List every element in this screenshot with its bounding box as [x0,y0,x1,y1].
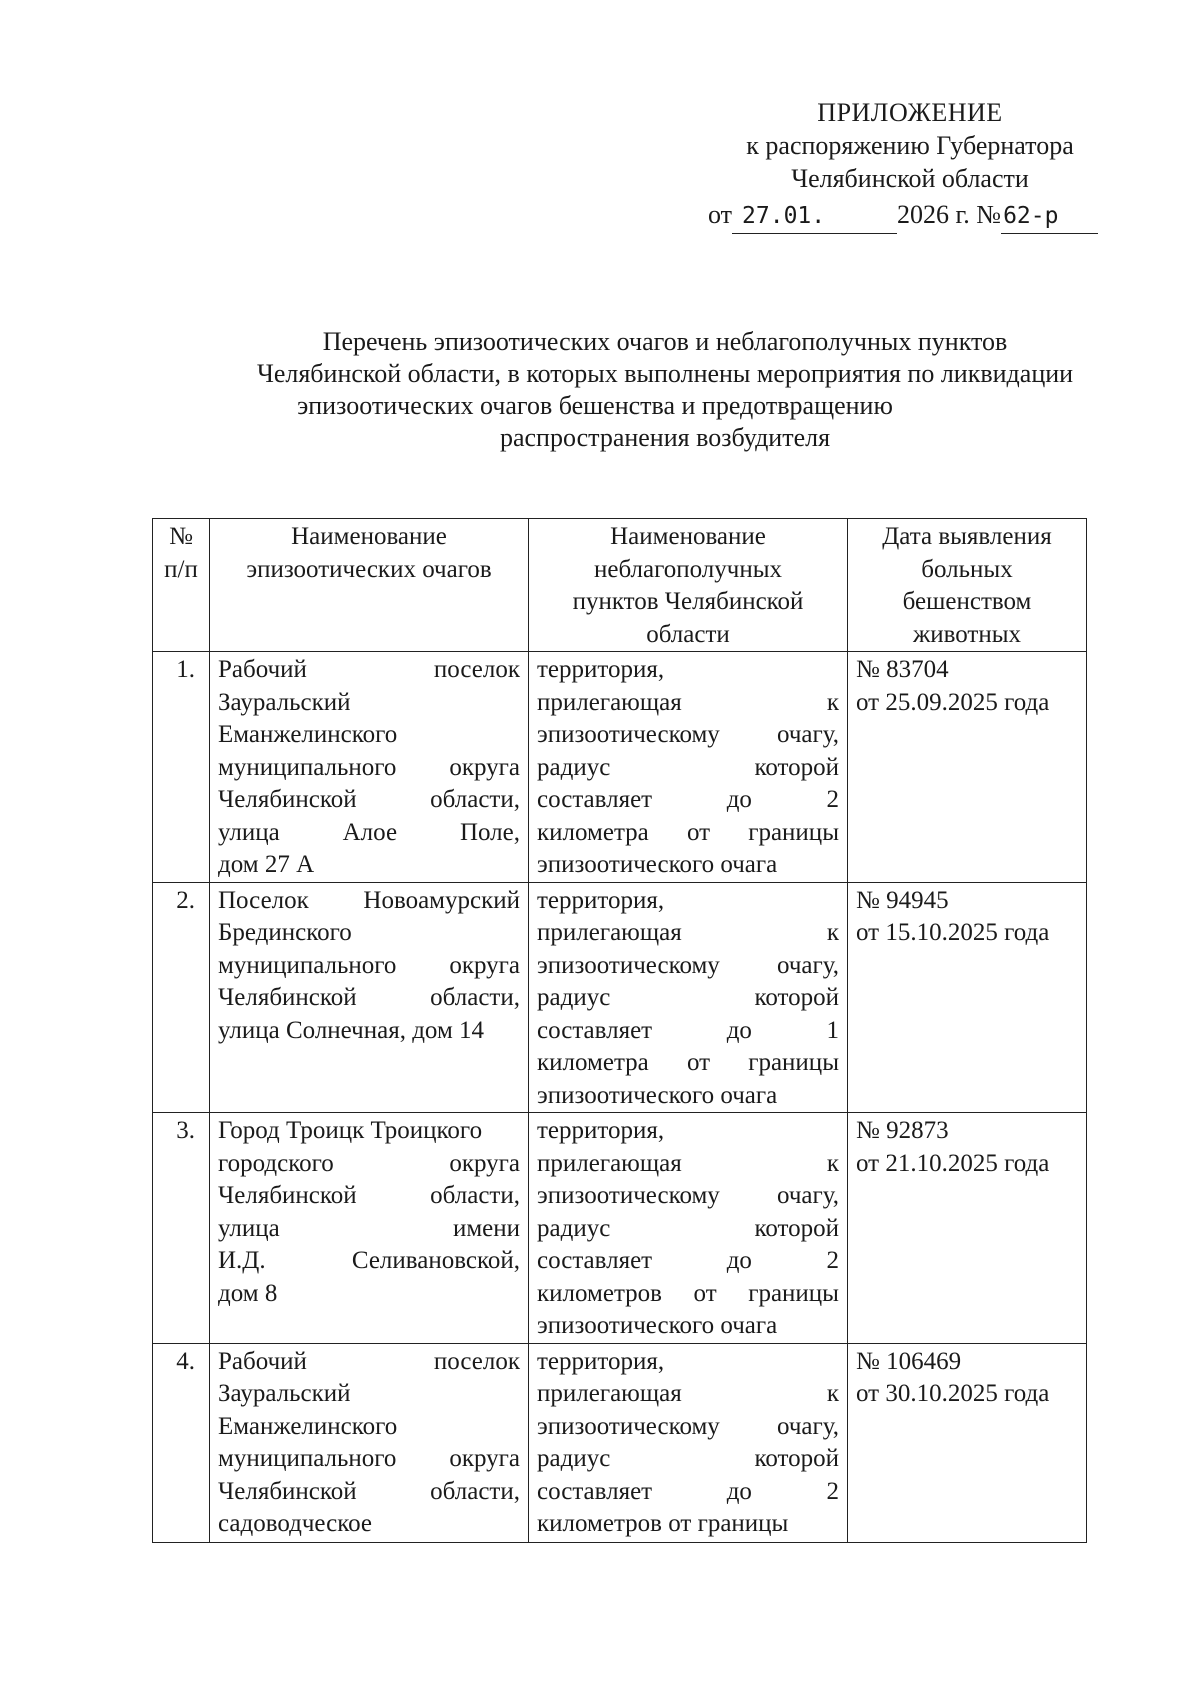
detection-date: от 25.09.2025 года [856,688,1050,716]
outbreak-name-line: улица Солнечная, дом 14 [218,1016,485,1044]
outbreak-name-line: дом 8 [218,1279,278,1307]
outbreak-name-line: Челябинской области, [218,984,520,1011]
row-number: 3. [153,1113,210,1344]
unfavorable-point-line: эпизоотического очага [537,851,778,878]
document-title [190,326,1140,454]
header-a-line-2: эпизоотических очагов [246,555,492,583]
unfavorable-point-line: прилегающая к [537,1380,839,1407]
unfavorable-point-line: километра от границы [537,818,839,846]
detection-date: от 21.10.2025 года [856,1149,1050,1177]
header-b-line-4: области [646,620,730,648]
outbreak-table [152,518,1087,1543]
unfavorable-point-line: эпизоотическому очагу, [537,721,839,748]
outbreak-name-cell [210,652,529,883]
appendix-line-2: Челябинской области [791,164,1029,193]
appendix-header [700,96,1120,195]
header-b-line-3: пунктов Челябинской [572,588,804,615]
outbreak-name-line: Зауральский [218,688,351,716]
outbreak-name-line: улица Алое Поле, [218,818,520,846]
unfavorable-point-line: прилегающая к [537,688,839,716]
unfavorable-point-line: эпизоотического очага [537,1312,778,1339]
detection-date: от 30.10.2025 года [856,1380,1050,1407]
outbreak-name-line: Город Троицк Троицкого [218,1117,483,1144]
document-title-line-4: распространения возбудителя [499,423,831,452]
detection-date-cell [848,1113,1087,1344]
unfavorable-point-cell [529,1113,848,1344]
unfavorable-point-line: территория, [537,886,665,914]
unfavorable-point-cell [529,652,848,883]
header-detection-date [848,519,1087,652]
detection-date-cell [848,882,1087,1113]
outbreak-name-line: Еманжелинского [218,721,398,748]
outbreak-name-line: И.Д. Селивановской, [218,1247,520,1274]
unfavorable-point-line: эпизоотического очага [537,1081,778,1109]
row-number: 1. [153,652,210,883]
detection-record-number: № 94945 [856,886,949,914]
unfavorable-point-line: радиус которой [537,984,839,1011]
outbreak-name-line: Челябинской области, [218,1477,520,1505]
unfavorable-point-line: прилегающая к [537,919,839,946]
unfavorable-point-line: километров от границы [537,1510,789,1537]
outbreak-name-line: Челябинской области, [218,1182,520,1209]
header-num [153,519,210,652]
unfavorable-point-line: радиус которой [537,1214,839,1242]
detection-date: от 15.10.2025 года [856,919,1050,946]
header-num-line-1: № [169,523,193,550]
date-prefix: от [708,200,733,229]
outbreak-name-line: муниципального округа [218,1445,520,1472]
table-row [153,652,1087,883]
outbreak-name-line: муниципального округа [218,951,520,979]
appendix-title: ПРИЛОЖЕНИЕ [817,98,1003,127]
header-c-line-4: животных [912,620,1022,648]
outbreak-name-line: Рабочий поселок [218,656,520,683]
outbreak-name-line: Поселок Новоамурский [218,886,520,914]
outbreak-name-line: Зауральский [218,1380,351,1407]
row-number: 4. [153,1343,210,1542]
table-row [153,882,1087,1113]
unfavorable-point-line: составляет до 2 [537,1477,839,1505]
detection-record-number: № 83704 [856,656,949,683]
outbreak-name-line: Челябинской области, [218,786,520,813]
unfavorable-point-cell [529,882,848,1113]
table-row [153,1113,1087,1344]
header-num-line-2: п/п [164,555,198,583]
detection-date-cell [848,1343,1087,1542]
unfavorable-point-line: территория, [537,1117,665,1144]
outbreak-name-line: садоводческое [218,1510,373,1537]
unfavorable-point-line: километра от границы [537,1049,839,1076]
row-number: 2. [153,882,210,1113]
outbreak-name-line: Брединского [218,919,352,946]
unfavorable-point-line: составляет до 1 [537,1016,839,1044]
decree-date: 27.01. [732,200,897,234]
unfavorable-point-line: километров от границы [537,1279,839,1307]
unfavorable-point-cell [529,1343,848,1542]
detection-record-number: № 92873 [856,1117,949,1144]
table-header-row [153,519,1087,652]
appendix-line-1: к распоряжению Губернатора [746,131,1074,160]
unfavorable-point-line: территория, [537,656,665,683]
unfavorable-point-line: эпизоотическому очагу, [537,1182,839,1209]
table-row [153,1343,1087,1542]
decree-number: 62-р [1001,200,1098,234]
unfavorable-point-line: территория, [537,1347,665,1375]
unfavorable-point-line: составляет до 2 [537,786,839,813]
outbreak-name-line: городского округа [218,1149,520,1177]
outbreak-name-cell [210,882,529,1113]
unfavorable-point-line: прилегающая к [537,1149,839,1177]
unfavorable-point-line: эпизоотическому очагу, [537,1412,839,1440]
header-outbreak-name [210,519,529,652]
document-title-line-1: Перечень эпизоотических очагов и неблагополучных пунктов [322,327,1008,356]
detection-record-number: № 106469 [856,1347,962,1375]
outbreak-name-cell [210,1343,529,1542]
table-body [153,652,1087,1543]
header-a-line-1: Наименование [291,523,447,550]
outbreak-name-line: Рабочий поселок [218,1347,520,1375]
outbreak-name-line: дом 27 А [218,851,315,878]
decree-year-label: 2026 г. № [897,200,1002,229]
unfavorable-point-line: радиус которой [537,753,839,781]
header-b-line-2: неблагополучных [593,555,783,583]
outbreak-name-cell [210,1113,529,1344]
outbreak-name-line: муниципального округа [218,753,520,781]
header-c-line-1: Дата выявления [882,523,1052,550]
unfavorable-point-line: эпизоотическому очагу, [537,951,839,979]
header-unfavorable-point [529,519,848,652]
unfavorable-point-line: составляет до 2 [537,1247,839,1274]
detection-date-cell [848,652,1087,883]
document-title-line-2: Челябинской области, в которых выполнены мероприятия по ликвидации [256,359,1074,388]
unfavorable-point-line: радиус которой [537,1445,839,1472]
document-title-line-3: эпизоотических очагов бешенства и предотвращению [297,391,893,420]
outbreak-name-line: улица имени [218,1214,520,1242]
outbreak-name-line: Еманжелинского [218,1412,398,1440]
decree-date-line [708,198,1128,234]
header-b-line-1: Наименование [610,523,766,550]
header-c-line-2: больных [921,555,1013,583]
header-c-line-3: бешенством [902,588,1032,615]
